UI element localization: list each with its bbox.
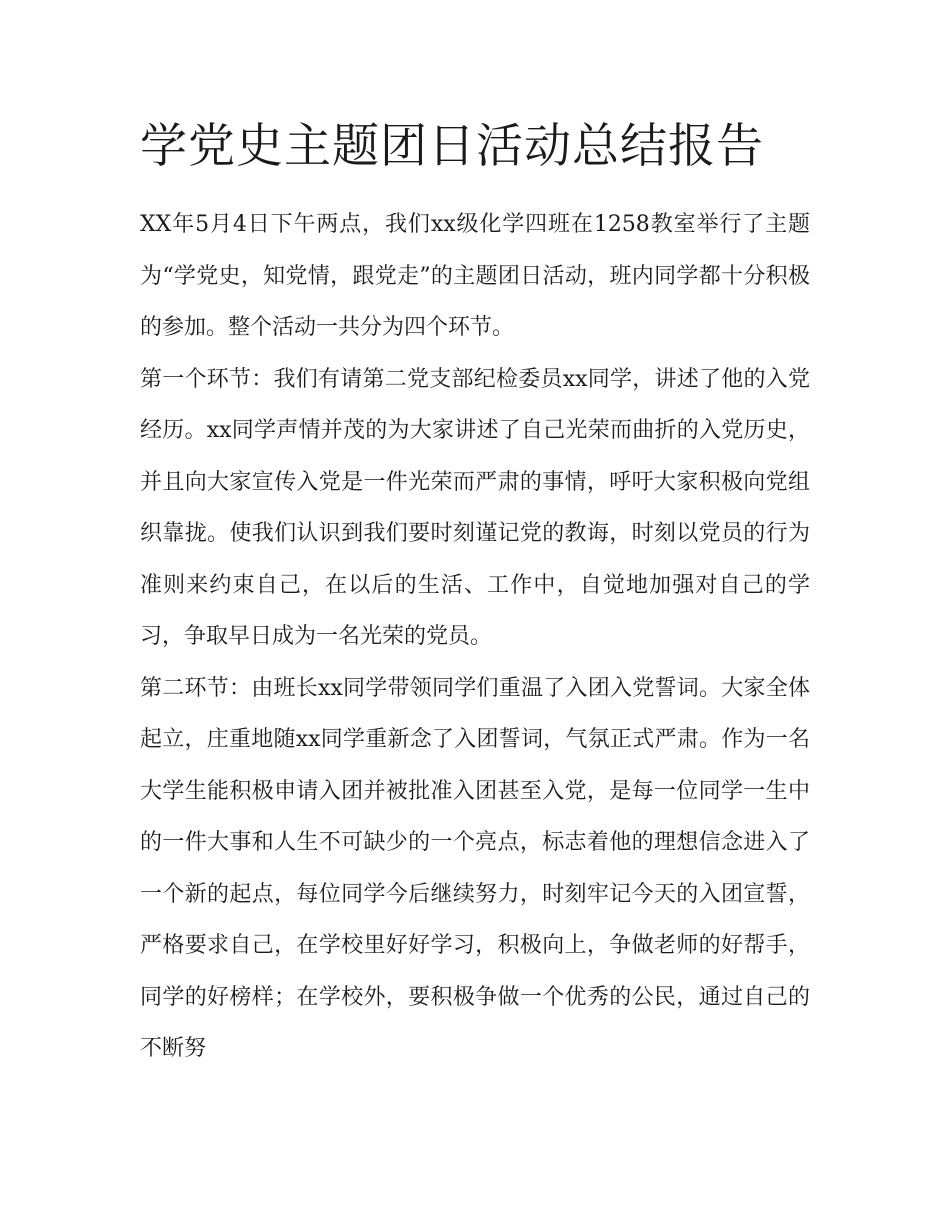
- paragraph-second-section: 第二环节：由班长xx同学带领同学们重温了入团入党誓词。大家全体起立，庄重地随xx同学重新念了入团誓词，气氛正式严肃。作为一名大学生能积极申请入团并被批准入团甚至入党，是每一位同学一生中的一件大事和人生不可缺少的一个亮点，标志着他的理想信念进入了一个新的起点，每位同学今后继续努力，时刻牢记今天的入团宣誓，严格要求自己，在学校里好好学习，积极向上，争做老师的好帮手，同学的好榜样；在学校外，要积极争做一个优秀的公民，通过自己的不断努: [140, 675, 810, 1061]
- paragraph-first-section: 第一个环节：我们有请第二党支部纪检委员xx同学，讲述了他的入党经历。xx同学声情并茂的为大家讲述了自己光荣而曲折的入党历史，并且向大家宣传入党是一件光荣而严肃的事情，呼吁大家积极向党组织靠拢。使我们认识到我们要时刻谨记党的教诲，时刻以党员的行为准则来约束自己，在以后的生活、工作中，自觉地加强对自己的学习，争取早日成为一名光荣的党员。: [140, 366, 810, 649]
- paragraph-intro: XX年5月4日下午两点，我们xx级化学四班在1258教室举行了主题为“学党史，知党情，跟党走”的主题团日活动，班内同学都十分积极的参加。整个活动一共分为四个环节。: [140, 212, 810, 340]
- document-title: 学党史主题团日活动总结报告: [140, 119, 764, 174]
- document-body: [140, 199, 810, 1075]
